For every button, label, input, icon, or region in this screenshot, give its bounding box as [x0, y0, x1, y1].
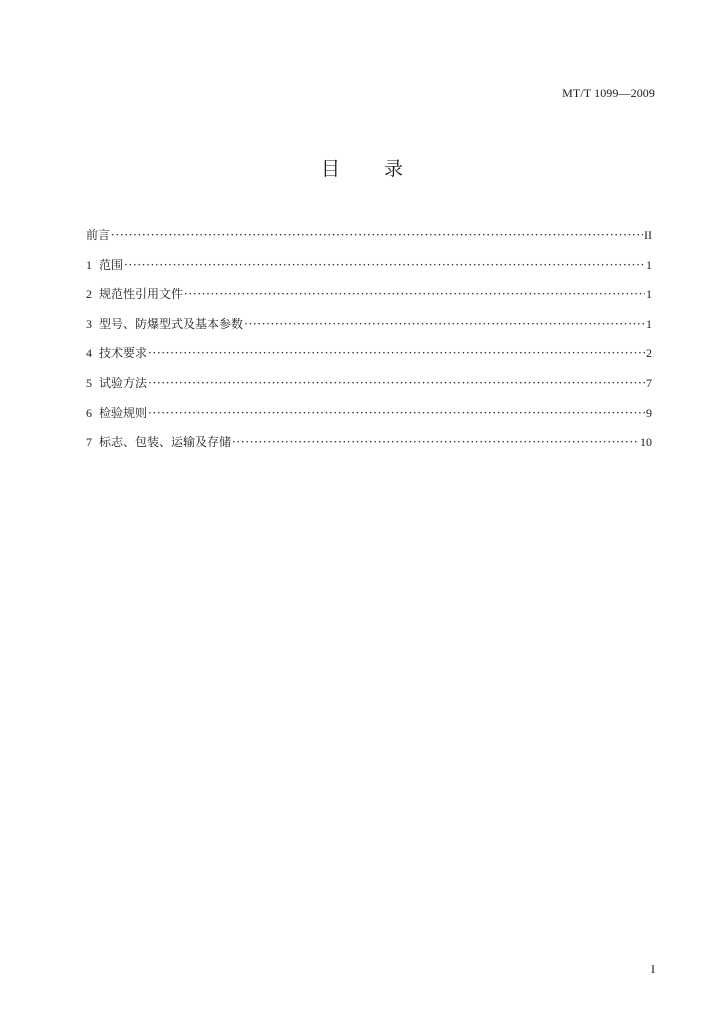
toc-entry-page: II — [644, 228, 652, 242]
toc-entry-page: 7 — [646, 375, 652, 390]
toc-entry-number: 6 — [86, 405, 92, 420]
toc-leader-dots — [124, 258, 645, 272]
toc-entry-title: 检验规则 — [99, 405, 148, 420]
toc-entry-6[interactable] — [86, 404, 652, 434]
toc-leader-dots — [111, 228, 643, 242]
toc-entry-foreword[interactable] — [86, 226, 652, 256]
page-title-char-2: 录 — [384, 158, 404, 180]
table-of-contents — [86, 226, 652, 463]
toc-leader-dots — [184, 287, 645, 301]
page-number: I — [651, 962, 655, 976]
toc-entry-title: 标志、包装、运输及存储 — [99, 435, 232, 450]
toc-entry-7[interactable] — [86, 433, 652, 463]
toc-entry-title: 规范性引用文件 — [99, 287, 184, 302]
toc-entry-title: 范围 — [99, 257, 124, 272]
toc-entry-title: 型号、防爆型式及基本参数 — [99, 316, 244, 331]
toc-entry-page: 9 — [646, 405, 652, 420]
toc-entry-number: 1 — [86, 257, 92, 272]
toc-entry-1[interactable] — [86, 256, 652, 286]
toc-leader-dots — [244, 317, 645, 331]
toc-entry-4[interactable] — [86, 344, 652, 374]
toc-entry-number: 4 — [86, 346, 92, 361]
toc-entry-number: 5 — [86, 375, 92, 390]
toc-entry-5[interactable] — [86, 374, 652, 404]
toc-entry-page: 1 — [646, 257, 652, 272]
toc-entry-3[interactable] — [86, 315, 652, 345]
toc-entry-title: 技术要求 — [99, 346, 148, 361]
standard-code: MT/T 1099—2009 — [562, 86, 655, 100]
toc-entry-page: 1 — [646, 316, 652, 331]
page-title-char-1: 目 — [320, 158, 340, 180]
toc-entry-title: 试验方法 — [99, 375, 148, 390]
toc-entry-page: 2 — [646, 346, 652, 361]
toc-entry-page: 10 — [640, 435, 652, 450]
page-title — [0, 154, 724, 181]
toc-leader-dots — [148, 376, 645, 390]
toc-leader-dots — [148, 346, 645, 360]
toc-leader-dots — [148, 406, 645, 420]
toc-entry-number: 3 — [86, 316, 92, 331]
toc-entry-number: 7 — [86, 435, 92, 450]
toc-leader-dots — [232, 435, 639, 449]
toc-entry-number: 2 — [86, 287, 92, 302]
toc-entry-2[interactable] — [86, 285, 652, 315]
toc-entry-page: 1 — [646, 287, 652, 302]
toc-entry-title: 前言 — [86, 228, 111, 242]
